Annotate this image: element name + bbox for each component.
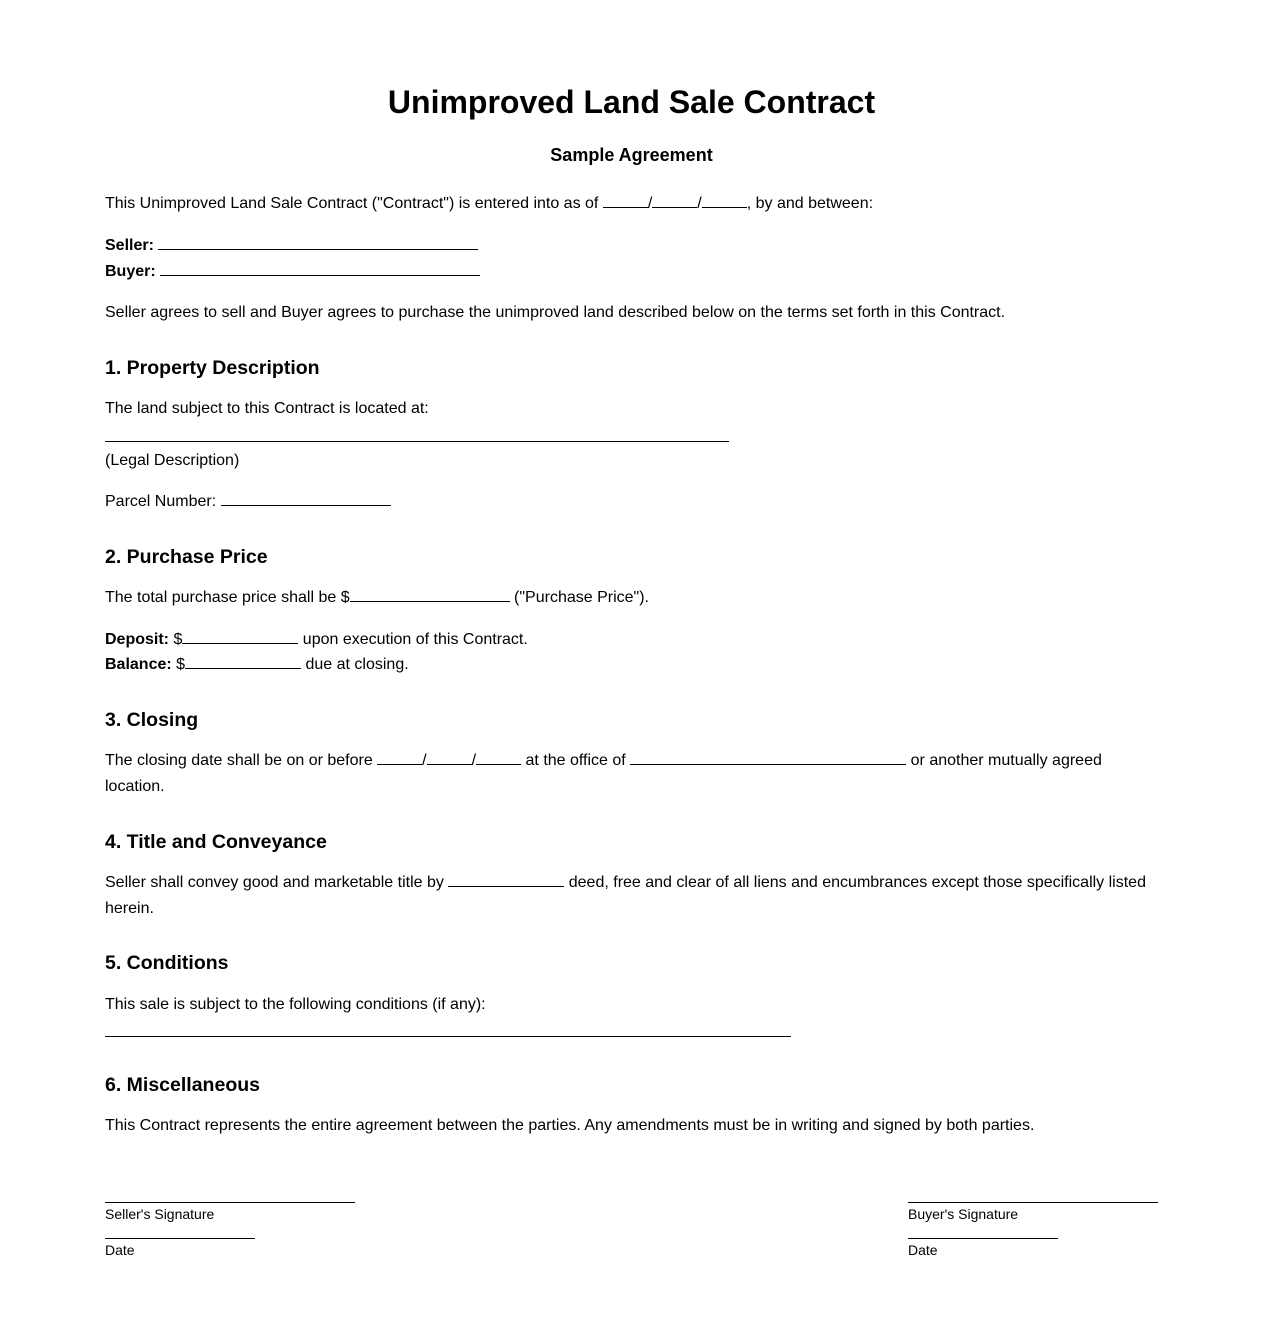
buyer-line xyxy=(105,259,480,285)
title-line-2 xyxy=(105,896,154,922)
contract-date-month-blank[interactable] xyxy=(603,193,648,208)
balance-amount-blank[interactable] xyxy=(185,654,301,669)
balance-text: due at closing. xyxy=(301,656,409,673)
parcel-number-label: Parcel Number: xyxy=(105,493,221,510)
price-text-end: ("Purchase Price"). xyxy=(509,589,649,606)
contract-date-year-blank[interactable] xyxy=(702,193,747,208)
closing-date-year-blank[interactable] xyxy=(476,750,521,765)
parcel-number-blank[interactable] xyxy=(221,491,391,506)
seller-signature-label: Seller's Signature xyxy=(105,1206,215,1222)
balance-label: Balance: xyxy=(105,656,172,673)
closing-office-text: at the office of xyxy=(521,752,631,769)
date-separator: / xyxy=(647,195,653,212)
seller-signature-block xyxy=(105,1202,355,1222)
title-text: Seller shall convey good and marketable title by xyxy=(105,874,449,891)
buyer-signature-line[interactable] xyxy=(908,1202,1158,1203)
closing-line-2 xyxy=(105,774,165,800)
contract-date-day-blank[interactable] xyxy=(652,193,697,208)
deed-type-blank[interactable] xyxy=(448,872,564,887)
section-heading-misc: 6. Miscellaneous xyxy=(105,1074,260,1096)
closing-line-1 xyxy=(105,748,1102,774)
buyer-name-blank[interactable] xyxy=(160,261,480,276)
date-separator: / xyxy=(697,195,702,212)
deposit-line xyxy=(105,627,528,653)
section-heading-price: 2. Purchase Price xyxy=(105,546,268,568)
balance-line xyxy=(105,652,409,678)
balance-dollar: $ xyxy=(171,656,186,673)
seller-date-line[interactable] xyxy=(105,1238,255,1239)
agreement-paragraph: Seller agrees to sell and Buyer agrees to purchase the unimproved land described below on the terms set forth in this Contract. xyxy=(105,304,1006,321)
closing-office-blank[interactable] xyxy=(630,750,906,765)
title-text-end: deed, free and clear of all liens and encumbrances except those specifically listed xyxy=(564,874,1146,891)
deposit-text: upon execution of this Contract. xyxy=(298,631,528,648)
purchase-price-line xyxy=(105,585,649,611)
document-title: Unimproved Land Sale Contract xyxy=(387,84,876,120)
buyer-label: Buyer: xyxy=(105,263,156,280)
title-text-wrap: herein. xyxy=(105,900,154,917)
purchase-price-blank[interactable] xyxy=(350,587,510,602)
document-subtitle: Sample Agreement xyxy=(550,145,713,165)
conditions-text: This sale is subject to the following conditions (if any): xyxy=(105,996,486,1013)
parcel-number-line xyxy=(105,489,391,515)
closing-text-wrap: location. xyxy=(105,778,165,795)
price-text: The total purchase price shall be $ xyxy=(105,589,350,606)
intro-paragraph xyxy=(105,191,873,217)
closing-text-end: or another mutually agreed xyxy=(910,752,1102,769)
section-heading-conditions: 5. Conditions xyxy=(105,952,229,974)
seller-name-blank[interactable] xyxy=(158,235,478,250)
seller-line xyxy=(105,233,478,259)
deposit-amount-blank[interactable] xyxy=(182,629,298,644)
deposit-label: Deposit: xyxy=(105,631,169,648)
section-heading-closing: 3. Closing xyxy=(105,709,199,731)
date-separator: / xyxy=(422,752,427,769)
seller-date-label: Date xyxy=(105,1242,135,1258)
deposit-dollar: $ xyxy=(169,631,183,648)
intro-text-end: , by and between: xyxy=(746,195,874,212)
seller-label: Seller: xyxy=(105,237,154,254)
buyer-date-label: Date xyxy=(908,1242,938,1258)
date-separator: / xyxy=(471,752,477,769)
legal-description-label: (Legal Description) xyxy=(105,452,240,469)
misc-text: This Contract represents the entire agreement between the parties. Any amendments must be in writing and signed by both parties. xyxy=(105,1117,1035,1134)
seller-signature-line[interactable] xyxy=(105,1202,355,1203)
seller-date-block xyxy=(105,1238,255,1258)
intro-text: This Unimproved Land Sale Contract ("Contract") is entered into as of xyxy=(105,195,603,212)
section-heading-title: 4. Title and Conveyance xyxy=(105,831,327,853)
section-heading-property: 1. Property Description xyxy=(105,357,320,379)
closing-date-day-blank[interactable] xyxy=(427,750,472,765)
buyer-signature-label: Buyer's Signature xyxy=(908,1206,1019,1222)
closing-text: The closing date shall be on or before xyxy=(105,752,378,769)
buyer-date-line[interactable] xyxy=(908,1238,1058,1239)
buyer-signature-block xyxy=(908,1202,1158,1222)
closing-date-month-blank[interactable] xyxy=(377,750,422,765)
buyer-date-block xyxy=(908,1238,1058,1258)
title-line-1 xyxy=(105,870,1146,896)
legal-description-blank[interactable] xyxy=(105,441,729,442)
location-text: The land subject to this Contract is located at: xyxy=(105,400,429,417)
conditions-blank[interactable] xyxy=(105,1036,791,1037)
